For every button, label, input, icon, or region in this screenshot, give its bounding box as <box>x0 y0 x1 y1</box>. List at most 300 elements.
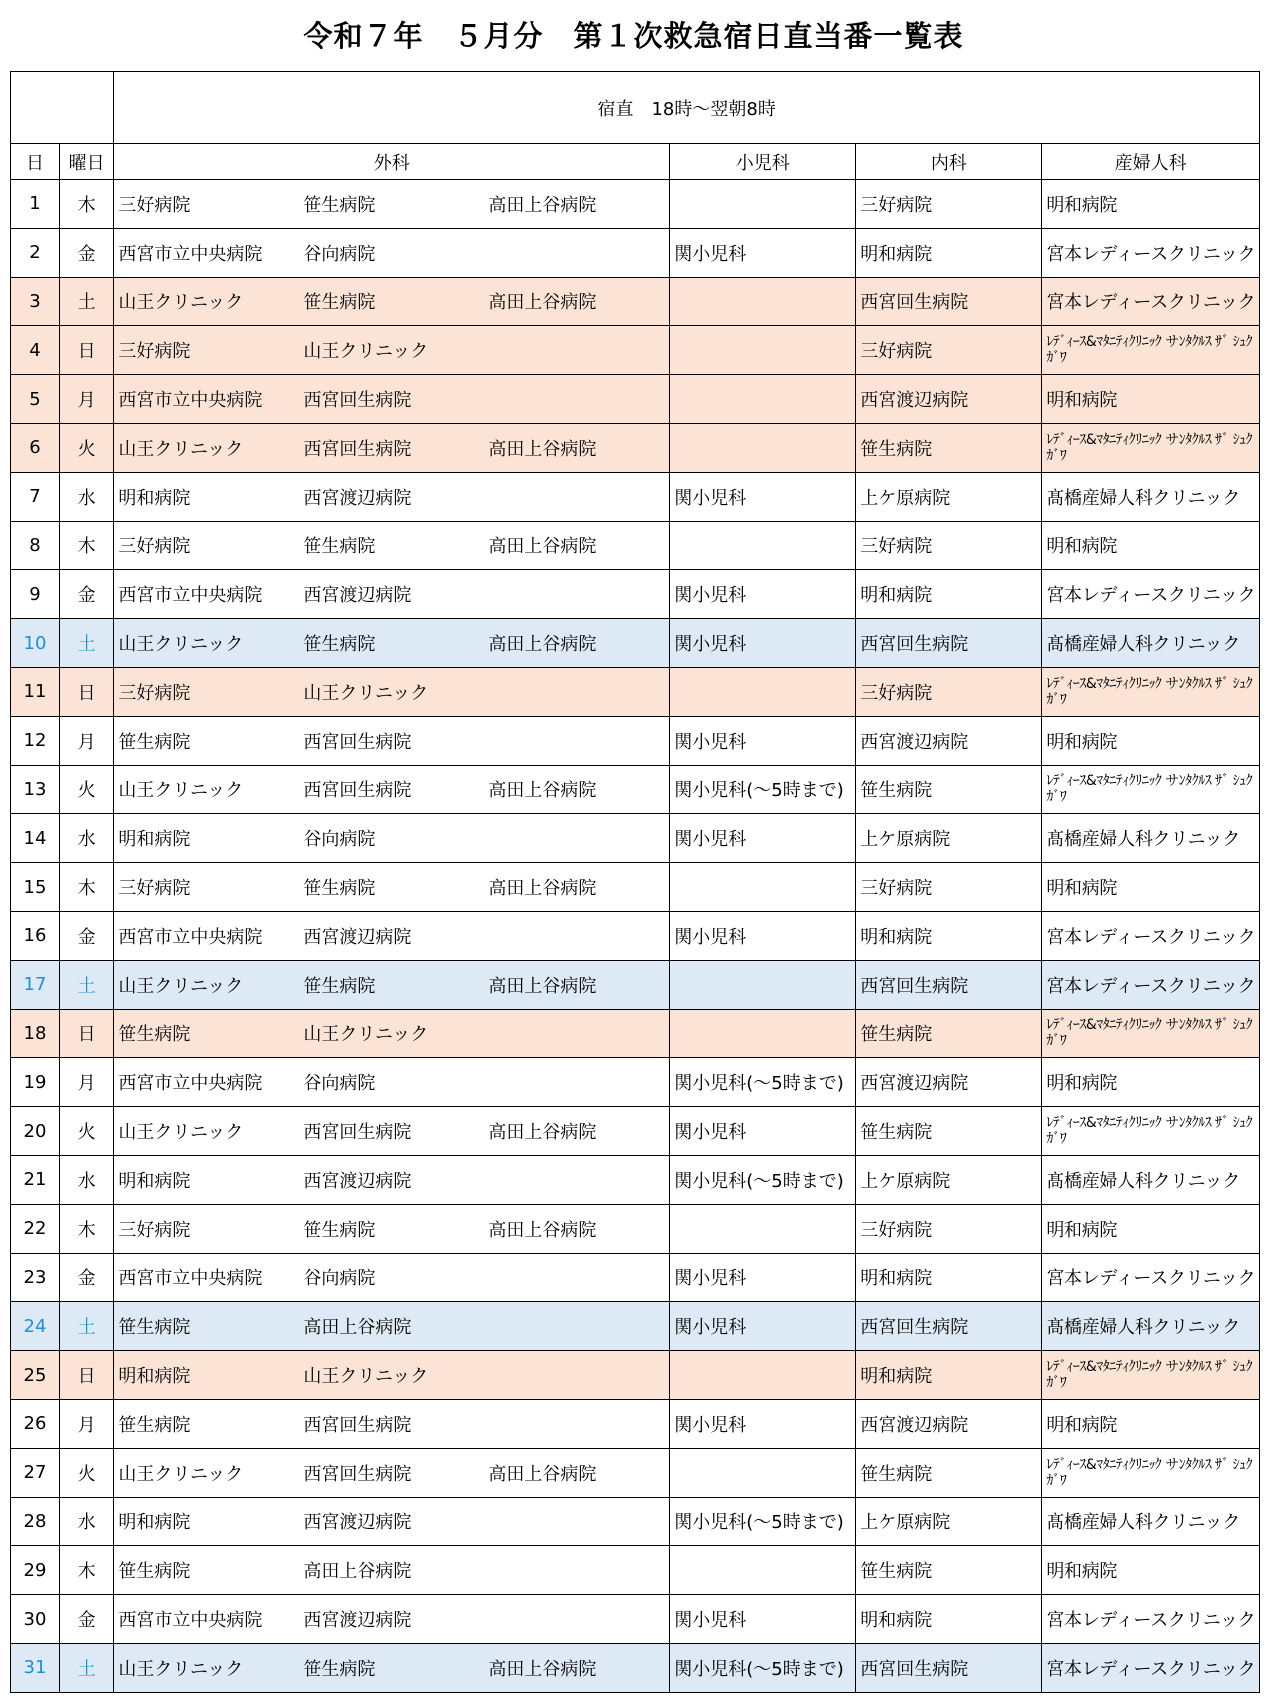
obgyn-cell: 髙橋産婦人科クリニック <box>1042 472 1260 521</box>
surgery-hospital: 笹生病院 <box>118 1024 191 1046</box>
surgery-hospital: 笹生病院 <box>303 878 376 900</box>
surgery-hospital: 笹生病院 <box>303 536 376 558</box>
pediatrics-cell: 関小児科 <box>670 1302 856 1351</box>
day-cell: 23 <box>11 1253 60 1302</box>
col-header-day: 日 <box>11 144 60 180</box>
weekday-cell: 金 <box>59 1595 113 1644</box>
weekday-cell: 日 <box>59 1009 113 1058</box>
obgyn-cell: 明和病院 <box>1042 716 1260 765</box>
internal-cell: 明和病院 <box>856 1253 1042 1302</box>
internal-cell: 上ケ原病院 <box>856 814 1042 863</box>
obgyn-cell: 宮本レディースクリニック <box>1042 911 1260 960</box>
surgery-hospital: 西宮渡辺病院 <box>303 1170 412 1192</box>
weekday-cell: 金 <box>59 228 113 277</box>
day-cell: 6 <box>11 423 60 472</box>
weekday-cell: 土 <box>59 1643 113 1692</box>
duty-schedule-table <box>10 71 1260 1693</box>
day-cell: 7 <box>11 472 60 521</box>
weekday-cell: 水 <box>59 1497 113 1546</box>
surgery-cell <box>114 1497 670 1546</box>
day-cell: 28 <box>11 1497 60 1546</box>
surgery-cell <box>114 521 670 570</box>
surgery-cell <box>114 667 670 716</box>
internal-cell: 三好病院 <box>856 667 1042 716</box>
surgery-hospital: 谷向病院 <box>303 243 376 265</box>
surgery-hospital: 明和病院 <box>118 829 191 851</box>
weekday-cell: 月 <box>59 716 113 765</box>
internal-cell: 明和病院 <box>856 570 1042 619</box>
weekday-cell: 金 <box>59 911 113 960</box>
surgery-hospital: 西宮渡辺病院 <box>303 926 412 948</box>
pediatrics-cell <box>670 277 856 326</box>
surgery-hospital: 三好病院 <box>118 194 191 216</box>
surgery-hospital: 高田上谷病院 <box>488 292 597 314</box>
obgyn-cell: 宮本レディースクリニック <box>1042 277 1260 326</box>
table-row <box>11 911 1260 960</box>
internal-cell: 西宮渡辺病院 <box>856 375 1042 424</box>
pediatrics-cell: 関小児科 <box>670 1253 856 1302</box>
weekday-cell: 木 <box>59 1546 113 1595</box>
surgery-hospital: 西宮回生病院 <box>303 438 412 460</box>
obgyn-cell: 髙橋産婦人科クリニック <box>1042 1497 1260 1546</box>
surgery-cell <box>114 619 670 668</box>
surgery-hospital: 笹生病院 <box>303 1658 376 1680</box>
surgery-hospital: 谷向病院 <box>303 1268 376 1290</box>
surgery-hospital: 高田上谷病院 <box>488 1658 597 1680</box>
surgery-cell <box>114 1351 670 1400</box>
surgery-hospital: 西宮市立中央病院 <box>118 1073 263 1095</box>
header-row-columns <box>11 144 1260 180</box>
day-cell: 13 <box>11 765 60 814</box>
surgery-cell <box>114 1204 670 1253</box>
day-cell: 21 <box>11 1155 60 1204</box>
weekday-cell: 水 <box>59 814 113 863</box>
table-row <box>11 716 1260 765</box>
weekday-cell: 土 <box>59 1302 113 1351</box>
surgery-hospital: 高田上谷病院 <box>488 878 597 900</box>
day-cell: 2 <box>11 228 60 277</box>
internal-cell: 笹生病院 <box>856 1546 1042 1595</box>
obgyn-cell: 宮本レディースクリニック <box>1042 960 1260 1009</box>
weekday-cell: 木 <box>59 863 113 912</box>
surgery-hospital: 西宮回生病院 <box>303 780 412 802</box>
obgyn-cell: ﾚﾃﾞｨｰｽ&ﾏﾀﾆﾃｨｸﾘﾆｯｸ サﾝﾀｸﾙｽ ｻﾞ ｼｭｸｶﾞﾜ <box>1042 667 1260 716</box>
pediatrics-cell: 関小児科 <box>670 911 856 960</box>
table-row <box>11 1253 1260 1302</box>
pediatrics-cell <box>670 1351 856 1400</box>
obgyn-cell: 髙橋産婦人科クリニック <box>1042 1302 1260 1351</box>
surgery-hospital: 高田上谷病院 <box>488 194 597 216</box>
pediatrics-cell <box>670 375 856 424</box>
surgery-hospital: 高田上谷病院 <box>488 1219 597 1241</box>
surgery-hospital: 明和病院 <box>118 1366 191 1388</box>
surgery-hospital: 笹生病院 <box>303 975 376 997</box>
pediatrics-cell: 関小児科 <box>670 1595 856 1644</box>
day-cell: 25 <box>11 1351 60 1400</box>
surgery-hospital: 高田上谷病院 <box>303 1561 412 1583</box>
internal-cell: 明和病院 <box>856 1595 1042 1644</box>
day-cell: 30 <box>11 1595 60 1644</box>
day-cell: 31 <box>11 1643 60 1692</box>
table-row <box>11 570 1260 619</box>
surgery-hospital: 笹生病院 <box>303 634 376 656</box>
surgery-hospital: 笹生病院 <box>118 1561 191 1583</box>
day-cell: 8 <box>11 521 60 570</box>
surgery-cell <box>114 1155 670 1204</box>
weekday-cell: 土 <box>59 960 113 1009</box>
surgery-hospital: 西宮市立中央病院 <box>118 1268 263 1290</box>
surgery-hospital: 山王クリニック <box>303 341 429 363</box>
table-row <box>11 423 1260 472</box>
internal-cell: 西宮回生病院 <box>856 1643 1042 1692</box>
surgery-hospital: 高田上谷病院 <box>488 1122 597 1144</box>
table-row <box>11 1302 1260 1351</box>
surgery-hospital: 高田上谷病院 <box>488 975 597 997</box>
table-row <box>11 1448 1260 1497</box>
pediatrics-cell <box>670 1204 856 1253</box>
weekday-cell: 月 <box>59 1058 113 1107</box>
surgery-hospital: 三好病院 <box>118 682 191 704</box>
surgery-hospital: 山王クリニック <box>303 682 429 704</box>
table-row <box>11 326 1260 375</box>
surgery-hospital: 笹生病院 <box>118 731 191 753</box>
day-cell: 4 <box>11 326 60 375</box>
day-cell: 16 <box>11 911 60 960</box>
surgery-hospital: 西宮市立中央病院 <box>118 1610 263 1631</box>
surgery-hospital: 西宮回生病院 <box>303 731 412 753</box>
surgery-hospital: 西宮回生病院 <box>303 1414 412 1436</box>
pediatrics-cell <box>670 423 856 472</box>
obgyn-cell: ﾚﾃﾞｨｰｽ&ﾏﾀﾆﾃｨｸﾘﾆｯｸ サﾝﾀｸﾙｽ ｻﾞ ｼｭｸｶﾞﾜ <box>1042 765 1260 814</box>
surgery-cell <box>114 1643 670 1692</box>
day-cell: 24 <box>11 1302 60 1351</box>
weekday-cell: 木 <box>59 1204 113 1253</box>
surgery-cell <box>114 1399 670 1448</box>
table-row <box>11 1204 1260 1253</box>
surgery-cell <box>114 765 670 814</box>
internal-cell: 西宮渡辺病院 <box>856 1058 1042 1107</box>
internal-cell: 三好病院 <box>856 521 1042 570</box>
surgery-hospital: 山王クリニック <box>118 438 244 460</box>
internal-cell: 笹生病院 <box>856 1009 1042 1058</box>
surgery-cell <box>114 180 670 229</box>
table-row <box>11 180 1260 229</box>
day-cell: 14 <box>11 814 60 863</box>
surgery-hospital: 三好病院 <box>118 1219 191 1241</box>
obgyn-cell: ﾚﾃﾞｨｰｽ&ﾏﾀﾆﾃｨｸﾘﾆｯｸ サﾝﾀｸﾙｽ ｻﾞ ｼｭｸｶﾞﾜ <box>1042 1351 1260 1400</box>
surgery-hospital: 西宮渡辺病院 <box>303 1610 412 1631</box>
obgyn-cell: 宮本レディースクリニック <box>1042 1253 1260 1302</box>
table-row <box>11 1009 1260 1058</box>
day-cell: 1 <box>11 180 60 229</box>
surgery-hospital: 山王クリニック <box>118 780 244 802</box>
pediatrics-cell: 関小児科 <box>670 716 856 765</box>
page-title: 令和７年 ５月分 第１次救急宿日直当番一覧表 <box>303 19 964 53</box>
pediatrics-cell: 関小児科 <box>670 472 856 521</box>
surgery-cell <box>114 228 670 277</box>
table-row <box>11 1595 1260 1644</box>
day-cell: 18 <box>11 1009 60 1058</box>
weekday-cell: 金 <box>59 570 113 619</box>
surgery-cell <box>114 277 670 326</box>
weekday-cell: 月 <box>59 375 113 424</box>
table-row <box>11 1546 1260 1595</box>
surgery-hospital: 谷向病院 <box>303 1073 376 1095</box>
obgyn-cell: 髙橋産婦人科クリニック <box>1042 619 1260 668</box>
internal-cell: 西宮回生病院 <box>856 960 1042 1009</box>
surgery-hospital: 明和病院 <box>118 487 191 509</box>
surgery-hospital: 西宮渡辺病院 <box>303 487 412 509</box>
table-row <box>11 619 1260 668</box>
table-row <box>11 1155 1260 1204</box>
surgery-hospital: 笹生病院 <box>118 1414 191 1436</box>
day-cell: 27 <box>11 1448 60 1497</box>
surgery-hospital: 谷向病院 <box>303 829 376 851</box>
weekday-cell: 日 <box>59 1351 113 1400</box>
internal-cell: 明和病院 <box>856 1351 1042 1400</box>
col-header-weekday: 曜日 <box>59 144 113 180</box>
table-row <box>11 863 1260 912</box>
surgery-hospital: 笹生病院 <box>303 292 376 314</box>
header-row-duty <box>11 72 1260 144</box>
obgyn-cell: 宮本レディースクリニック <box>1042 1595 1260 1644</box>
surgery-cell <box>114 423 670 472</box>
internal-cell: 西宮渡辺病院 <box>856 716 1042 765</box>
pediatrics-cell: 関小児科 <box>670 619 856 668</box>
table-row <box>11 960 1260 1009</box>
table-row <box>11 765 1260 814</box>
surgery-hospital: 山王クリニック <box>303 1366 429 1388</box>
surgery-hospital: 山王クリニック <box>303 1024 429 1046</box>
day-cell: 10 <box>11 619 60 668</box>
weekday-cell: 月 <box>59 1399 113 1448</box>
internal-cell: 三好病院 <box>856 180 1042 229</box>
obgyn-cell: 明和病院 <box>1042 375 1260 424</box>
surgery-hospital: 笹生病院 <box>303 194 376 216</box>
obgyn-cell: ﾚﾃﾞｨｰｽ&ﾏﾀﾆﾃｨｸﾘﾆｯｸ サﾝﾀｸﾙｽ ｻﾞ ｼｭｸｶﾞﾜ <box>1042 1448 1260 1497</box>
internal-cell: 三好病院 <box>856 326 1042 375</box>
pediatrics-cell: 関小児科(～5時まで) <box>670 1497 856 1546</box>
weekday-cell: 火 <box>59 423 113 472</box>
obgyn-cell: 明和病院 <box>1042 863 1260 912</box>
internal-cell: 西宮回生病院 <box>856 619 1042 668</box>
surgery-hospital: 三好病院 <box>118 878 191 900</box>
duty-hours-label: 宿直 18時～翌朝8時 <box>114 72 1260 144</box>
day-cell: 29 <box>11 1546 60 1595</box>
weekday-cell: 土 <box>59 619 113 668</box>
surgery-hospital: 西宮回生病院 <box>303 390 412 412</box>
day-cell: 17 <box>11 960 60 1009</box>
surgery-hospital: 高田上谷病院 <box>303 1317 412 1339</box>
surgery-cell <box>114 960 670 1009</box>
internal-cell: 明和病院 <box>856 911 1042 960</box>
pediatrics-cell <box>670 863 856 912</box>
weekday-cell: 金 <box>59 1253 113 1302</box>
col-header-pediatrics: 小児科 <box>670 144 856 180</box>
internal-cell: 三好病院 <box>856 863 1042 912</box>
weekday-cell: 土 <box>59 277 113 326</box>
obgyn-cell: 明和病院 <box>1042 521 1260 570</box>
obgyn-cell: 明和病院 <box>1042 1399 1260 1448</box>
pediatrics-cell <box>670 667 856 716</box>
internal-cell: 三好病院 <box>856 1204 1042 1253</box>
table-row <box>11 1643 1260 1692</box>
surgery-cell <box>114 1009 670 1058</box>
table-row <box>11 521 1260 570</box>
pediatrics-cell <box>670 960 856 1009</box>
day-cell: 11 <box>11 667 60 716</box>
pediatrics-cell: 関小児科(～5時まで) <box>670 1058 856 1107</box>
day-cell: 5 <box>11 375 60 424</box>
surgery-hospital: 高田上谷病院 <box>488 1463 597 1485</box>
obgyn-cell: 明和病院 <box>1042 1546 1260 1595</box>
surgery-hospital: 西宮市立中央病院 <box>118 243 263 265</box>
obgyn-cell: 宮本レディースクリニック <box>1042 1643 1260 1692</box>
weekday-cell: 火 <box>59 1107 113 1156</box>
surgery-hospital: 西宮市立中央病院 <box>118 585 263 607</box>
obgyn-cell: 明和病院 <box>1042 1204 1260 1253</box>
obgyn-cell: 宮本レディースクリニック <box>1042 570 1260 619</box>
surgery-hospital: 山王クリニック <box>118 975 244 997</box>
surgery-cell <box>114 1253 670 1302</box>
surgery-cell <box>114 1058 670 1107</box>
internal-cell: 上ケ原病院 <box>856 472 1042 521</box>
day-cell: 19 <box>11 1058 60 1107</box>
surgery-cell <box>114 472 670 521</box>
obgyn-cell: 明和病院 <box>1042 1058 1260 1107</box>
pediatrics-cell: 関小児科 <box>670 1399 856 1448</box>
table-row <box>11 472 1260 521</box>
table-row <box>11 667 1260 716</box>
surgery-hospital: 山王クリニック <box>118 1463 244 1485</box>
surgery-cell <box>114 375 670 424</box>
pediatrics-cell <box>670 1448 856 1497</box>
pediatrics-cell: 関小児科(～5時まで) <box>670 765 856 814</box>
pediatrics-cell: 関小児科 <box>670 228 856 277</box>
pediatrics-cell: 関小児科 <box>670 570 856 619</box>
surgery-hospital: 西宮回生病院 <box>303 1463 412 1485</box>
pediatrics-cell: 関小児科(～5時まで) <box>670 1155 856 1204</box>
surgery-hospital: 高田上谷病院 <box>488 780 597 802</box>
pediatrics-cell <box>670 521 856 570</box>
col-header-obgyn: 産婦人科 <box>1042 144 1260 180</box>
internal-cell: 上ケ原病院 <box>856 1155 1042 1204</box>
day-cell: 3 <box>11 277 60 326</box>
weekday-cell: 水 <box>59 1155 113 1204</box>
surgery-hospital: 笹生病院 <box>303 1219 376 1241</box>
internal-cell: 笹生病院 <box>856 1448 1042 1497</box>
weekday-cell: 日 <box>59 667 113 716</box>
internal-cell: 笹生病院 <box>856 765 1042 814</box>
col-header-internal: 内科 <box>856 144 1042 180</box>
surgery-cell <box>114 570 670 619</box>
pediatrics-cell: 関小児科 <box>670 814 856 863</box>
pediatrics-cell: 関小児科 <box>670 1107 856 1156</box>
surgery-hospital: 高田上谷病院 <box>488 634 597 656</box>
surgery-cell <box>114 326 670 375</box>
surgery-hospital: 山王クリニック <box>118 1122 244 1144</box>
surgery-cell <box>114 1448 670 1497</box>
surgery-hospital: 明和病院 <box>118 1170 191 1192</box>
obgyn-cell: ﾚﾃﾞｨｰｽ&ﾏﾀﾆﾃｨｸﾘﾆｯｸ サﾝﾀｸﾙｽ ｻﾞ ｼｭｸｶﾞﾜ <box>1042 423 1260 472</box>
surgery-hospital: 三好病院 <box>118 536 191 558</box>
table-row <box>11 277 1260 326</box>
surgery-hospital: 西宮市立中央病院 <box>118 926 263 948</box>
internal-cell: 明和病院 <box>856 228 1042 277</box>
weekday-cell: 火 <box>59 1448 113 1497</box>
surgery-hospital: 明和病院 <box>118 1512 191 1534</box>
obgyn-cell: ﾚﾃﾞｨｰｽ&ﾏﾀﾆﾃｨｸﾘﾆｯｸ サﾝﾀｸﾙｽ ｻﾞ ｼｭｸｶﾞﾜ <box>1042 1009 1260 1058</box>
day-cell: 12 <box>11 716 60 765</box>
surgery-cell <box>114 814 670 863</box>
surgery-hospital: 西宮市立中央病院 <box>118 390 263 412</box>
surgery-cell <box>114 1302 670 1351</box>
table-row <box>11 1399 1260 1448</box>
day-cell: 22 <box>11 1204 60 1253</box>
weekday-cell: 火 <box>59 765 113 814</box>
header-blank-cell <box>11 72 114 144</box>
internal-cell: 笹生病院 <box>856 1107 1042 1156</box>
day-cell: 26 <box>11 1399 60 1448</box>
table-row <box>11 1058 1260 1107</box>
weekday-cell: 木 <box>59 521 113 570</box>
weekday-cell: 水 <box>59 472 113 521</box>
pediatrics-cell <box>670 326 856 375</box>
surgery-cell <box>114 1546 670 1595</box>
surgery-hospital: 西宮回生病院 <box>303 1122 412 1144</box>
internal-cell: 西宮渡辺病院 <box>856 1399 1042 1448</box>
surgery-hospital: 山王クリニック <box>118 634 244 656</box>
surgery-hospital: 高田上谷病院 <box>488 536 597 558</box>
surgery-cell <box>114 911 670 960</box>
internal-cell: 西宮回生病院 <box>856 1302 1042 1351</box>
table-row <box>11 375 1260 424</box>
pediatrics-cell <box>670 1009 856 1058</box>
day-cell: 20 <box>11 1107 60 1156</box>
surgery-hospital: 笹生病院 <box>118 1317 191 1339</box>
col-header-surgery: 外科 <box>114 144 670 180</box>
surgery-hospital: 西宮渡辺病院 <box>303 585 412 607</box>
day-cell: 9 <box>11 570 60 619</box>
weekday-cell: 日 <box>59 326 113 375</box>
obgyn-cell: 髙橋産婦人科クリニック <box>1042 1155 1260 1204</box>
pediatrics-cell <box>670 180 856 229</box>
surgery-hospital: 西宮渡辺病院 <box>303 1512 412 1534</box>
obgyn-cell: ﾚﾃﾞｨｰｽ&ﾏﾀﾆﾃｨｸﾘﾆｯｸ サﾝﾀｸﾙｽ ｻﾞ ｼｭｸｶﾞﾜ <box>1042 326 1260 375</box>
surgery-hospital: 高田上谷病院 <box>488 438 597 460</box>
obgyn-cell: 宮本レディースクリニック <box>1042 228 1260 277</box>
surgery-cell <box>114 1595 670 1644</box>
pediatrics-cell: 関小児科(～5時まで) <box>670 1643 856 1692</box>
internal-cell: 上ケ原病院 <box>856 1497 1042 1546</box>
surgery-hospital: 三好病院 <box>118 341 191 363</box>
table-row <box>11 1351 1260 1400</box>
surgery-hospital: 山王クリニック <box>118 292 244 314</box>
weekday-cell: 木 <box>59 180 113 229</box>
day-cell: 15 <box>11 863 60 912</box>
surgery-cell <box>114 863 670 912</box>
obgyn-cell: ﾚﾃﾞｨｰｽ&ﾏﾀﾆﾃｨｸﾘﾆｯｸ サﾝﾀｸﾙｽ ｻﾞ ｼｭｸｶﾞﾜ <box>1042 1107 1260 1156</box>
internal-cell: 西宮回生病院 <box>856 277 1042 326</box>
table-row <box>11 1497 1260 1546</box>
obgyn-cell: 明和病院 <box>1042 180 1260 229</box>
internal-cell: 笹生病院 <box>856 423 1042 472</box>
obgyn-cell: 髙橋産婦人科クリニック <box>1042 814 1260 863</box>
surgery-cell <box>114 1107 670 1156</box>
surgery-hospital: 山王クリニック <box>118 1658 244 1680</box>
pediatrics-cell <box>670 1546 856 1595</box>
table-row <box>11 228 1260 277</box>
